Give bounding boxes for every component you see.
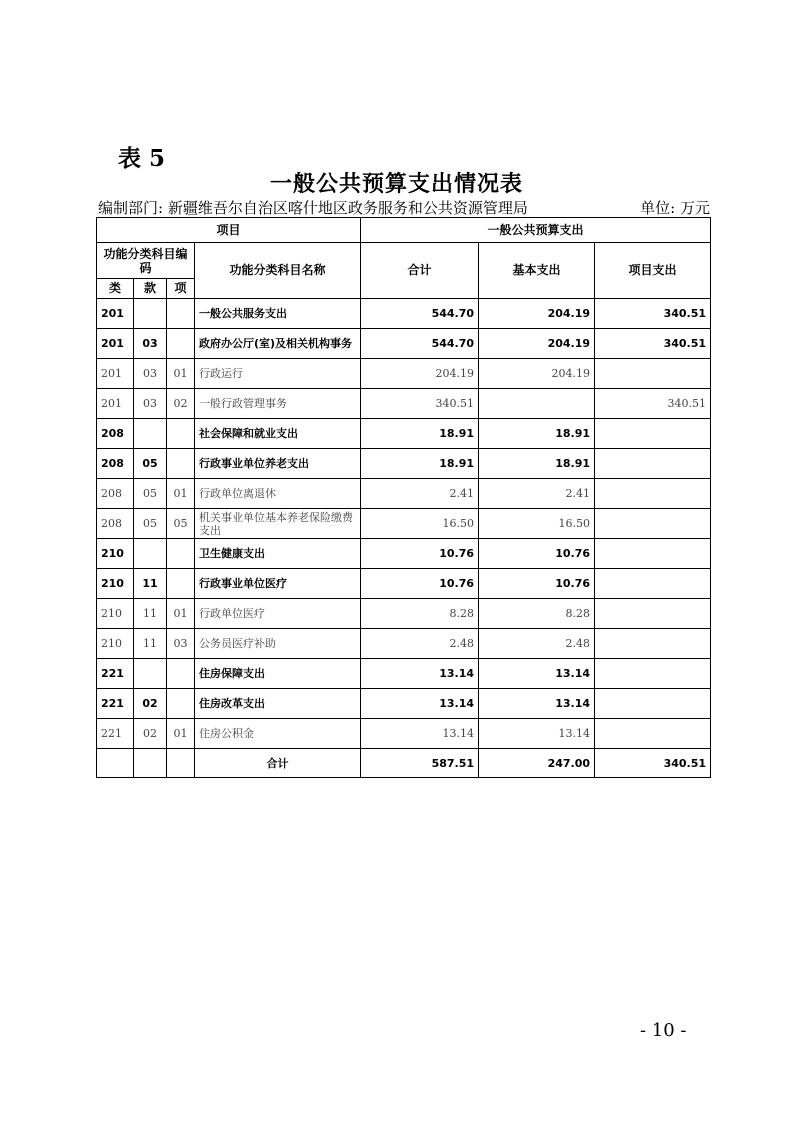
total-row [97, 749, 711, 778]
cell-project: 340.51 [595, 299, 711, 329]
header-xiang: 项 [167, 279, 195, 299]
cell-name: 政府办公厅(室)及相关机构事务 [195, 329, 361, 359]
total-label: 合计 [195, 749, 361, 778]
cell-lei: 201 [97, 389, 134, 419]
cell-xiang [167, 539, 195, 569]
table-row [97, 389, 711, 419]
cell-kuan: 02 [134, 719, 167, 749]
cell-total: 13.14 [361, 719, 479, 749]
department-label: 编制部门: 新疆维吾尔自治区喀什地区政务服务和公共资源管理局 [98, 199, 528, 217]
cell-lei: 201 [97, 359, 134, 389]
cell-total: 2.48 [361, 629, 479, 659]
total-total: 587.51 [361, 749, 479, 778]
header-row-mid [97, 243, 711, 279]
cell-basic: 13.14 [479, 659, 595, 689]
cell-kuan: 05 [134, 479, 167, 509]
cell-name: 机关事业单位基本养老保险缴费支出 [195, 509, 361, 539]
cell-name: 行政单位医疗 [195, 599, 361, 629]
header-code-group: 功能分类科目编码 [97, 243, 195, 279]
table-number: 表 5 [118, 145, 166, 172]
cell-total: 18.91 [361, 449, 479, 479]
cell-lei: 210 [97, 599, 134, 629]
page-number: - 10 - [640, 1020, 687, 1041]
cell-total: 8.28 [361, 599, 479, 629]
cell-project [595, 449, 711, 479]
header-row-top [97, 218, 711, 243]
cell-lei: 221 [97, 719, 134, 749]
table-row [97, 449, 711, 479]
cell-name: 社会保障和就业支出 [195, 419, 361, 449]
total-empty-xiang [167, 749, 195, 778]
table-row [97, 719, 711, 749]
cell-project [595, 599, 711, 629]
cell-project [595, 479, 711, 509]
cell-project [595, 509, 711, 539]
cell-lei: 208 [97, 449, 134, 479]
total-basic: 247.00 [479, 749, 595, 778]
cell-lei: 208 [97, 509, 134, 539]
cell-basic: 10.76 [479, 569, 595, 599]
cell-kuan: 11 [134, 599, 167, 629]
cell-xiang [167, 329, 195, 359]
header-project-expense: 项目支出 [595, 243, 711, 299]
total-empty-kuan [134, 749, 167, 778]
cell-project [595, 359, 711, 389]
cell-name: 一般公共服务支出 [195, 299, 361, 329]
cell-project [595, 659, 711, 689]
table-body [97, 299, 711, 749]
table-row [97, 329, 711, 359]
cell-total: 544.70 [361, 329, 479, 359]
cell-xiang [167, 569, 195, 599]
cell-name: 住房改革支出 [195, 689, 361, 719]
cell-total: 204.19 [361, 359, 479, 389]
cell-basic: 8.28 [479, 599, 595, 629]
cell-kuan [134, 659, 167, 689]
cell-name: 一般行政管理事务 [195, 389, 361, 419]
cell-lei: 201 [97, 299, 134, 329]
cell-total: 18.91 [361, 419, 479, 449]
cell-kuan [134, 539, 167, 569]
cell-lei: 210 [97, 539, 134, 569]
cell-name: 行政单位离退休 [195, 479, 361, 509]
unit-label: 单位: 万元 [640, 199, 710, 217]
table-row [97, 689, 711, 719]
header-lei: 类 [97, 279, 134, 299]
cell-project [595, 629, 711, 659]
cell-basic: 204.19 [479, 359, 595, 389]
cell-kuan: 05 [134, 509, 167, 539]
cell-basic: 18.91 [479, 449, 595, 479]
cell-kuan: 03 [134, 329, 167, 359]
cell-xiang: 01 [167, 719, 195, 749]
cell-name: 住房保障支出 [195, 659, 361, 689]
cell-kuan [134, 419, 167, 449]
cell-kuan: 03 [134, 389, 167, 419]
cell-total: 13.14 [361, 659, 479, 689]
cell-total: 340.51 [361, 389, 479, 419]
cell-kuan: 11 [134, 569, 167, 599]
table-row [97, 509, 711, 539]
cell-basic: 204.19 [479, 329, 595, 359]
cell-total: 10.76 [361, 569, 479, 599]
table-row [97, 359, 711, 389]
cell-lei: 221 [97, 659, 134, 689]
cell-project [595, 569, 711, 599]
cell-kuan: 02 [134, 689, 167, 719]
table-row [97, 299, 711, 329]
table-row [97, 539, 711, 569]
cell-name: 行政运行 [195, 359, 361, 389]
cell-lei: 208 [97, 479, 134, 509]
cell-xiang: 02 [167, 389, 195, 419]
cell-xiang: 01 [167, 479, 195, 509]
cell-kuan: 11 [134, 629, 167, 659]
cell-project: 340.51 [595, 329, 711, 359]
cell-total: 2.41 [361, 479, 479, 509]
total-empty-lei [97, 749, 134, 778]
cell-basic: 13.14 [479, 719, 595, 749]
cell-basic: 18.91 [479, 419, 595, 449]
cell-lei: 208 [97, 419, 134, 449]
table-row [97, 569, 711, 599]
cell-xiang: 01 [167, 359, 195, 389]
cell-name: 行政事业单位医疗 [195, 569, 361, 599]
cell-lei: 210 [97, 629, 134, 659]
header-total: 合计 [361, 243, 479, 299]
cell-lei: 201 [97, 329, 134, 359]
cell-lei: 221 [97, 689, 134, 719]
cell-kuan: 03 [134, 359, 167, 389]
cell-basic: 204.19 [479, 299, 595, 329]
cell-xiang [167, 419, 195, 449]
total-project: 340.51 [595, 749, 711, 778]
cell-basic: 16.50 [479, 509, 595, 539]
cell-project [595, 419, 711, 449]
cell-xiang: 01 [167, 599, 195, 629]
cell-name: 住房公积金 [195, 719, 361, 749]
header-project: 项目 [97, 218, 361, 243]
cell-name: 公务员医疗补助 [195, 629, 361, 659]
cell-xiang [167, 299, 195, 329]
cell-project [595, 689, 711, 719]
table-row [97, 629, 711, 659]
cell-project [595, 539, 711, 569]
table-row [97, 599, 711, 629]
header-kuan: 款 [134, 279, 167, 299]
cell-name: 行政事业单位养老支出 [195, 449, 361, 479]
cell-xiang [167, 689, 195, 719]
header-name: 功能分类科目名称 [195, 243, 361, 299]
header-budget-expense: 一般公共预算支出 [361, 218, 711, 243]
cell-basic: 10.76 [479, 539, 595, 569]
cell-xiang: 03 [167, 629, 195, 659]
cell-basic: 2.48 [479, 629, 595, 659]
cell-name: 卫生健康支出 [195, 539, 361, 569]
cell-project: 340.51 [595, 389, 711, 419]
cell-xiang: 05 [167, 509, 195, 539]
header-basic: 基本支出 [479, 243, 595, 299]
cell-kuan: 05 [134, 449, 167, 479]
budget-table [96, 217, 711, 778]
meta-row [98, 197, 710, 217]
cell-basic [479, 389, 595, 419]
cell-xiang [167, 659, 195, 689]
page-title: 一般公共预算支出情况表 [269, 171, 523, 197]
table-row [97, 659, 711, 689]
cell-basic: 13.14 [479, 689, 595, 719]
cell-total: 13.14 [361, 689, 479, 719]
cell-project [595, 719, 711, 749]
cell-total: 10.76 [361, 539, 479, 569]
cell-kuan [134, 299, 167, 329]
cell-lei: 210 [97, 569, 134, 599]
cell-basic: 2.41 [479, 479, 595, 509]
cell-total: 16.50 [361, 509, 479, 539]
cell-total: 544.70 [361, 299, 479, 329]
table-row [97, 479, 711, 509]
table-row [97, 419, 711, 449]
cell-xiang [167, 449, 195, 479]
